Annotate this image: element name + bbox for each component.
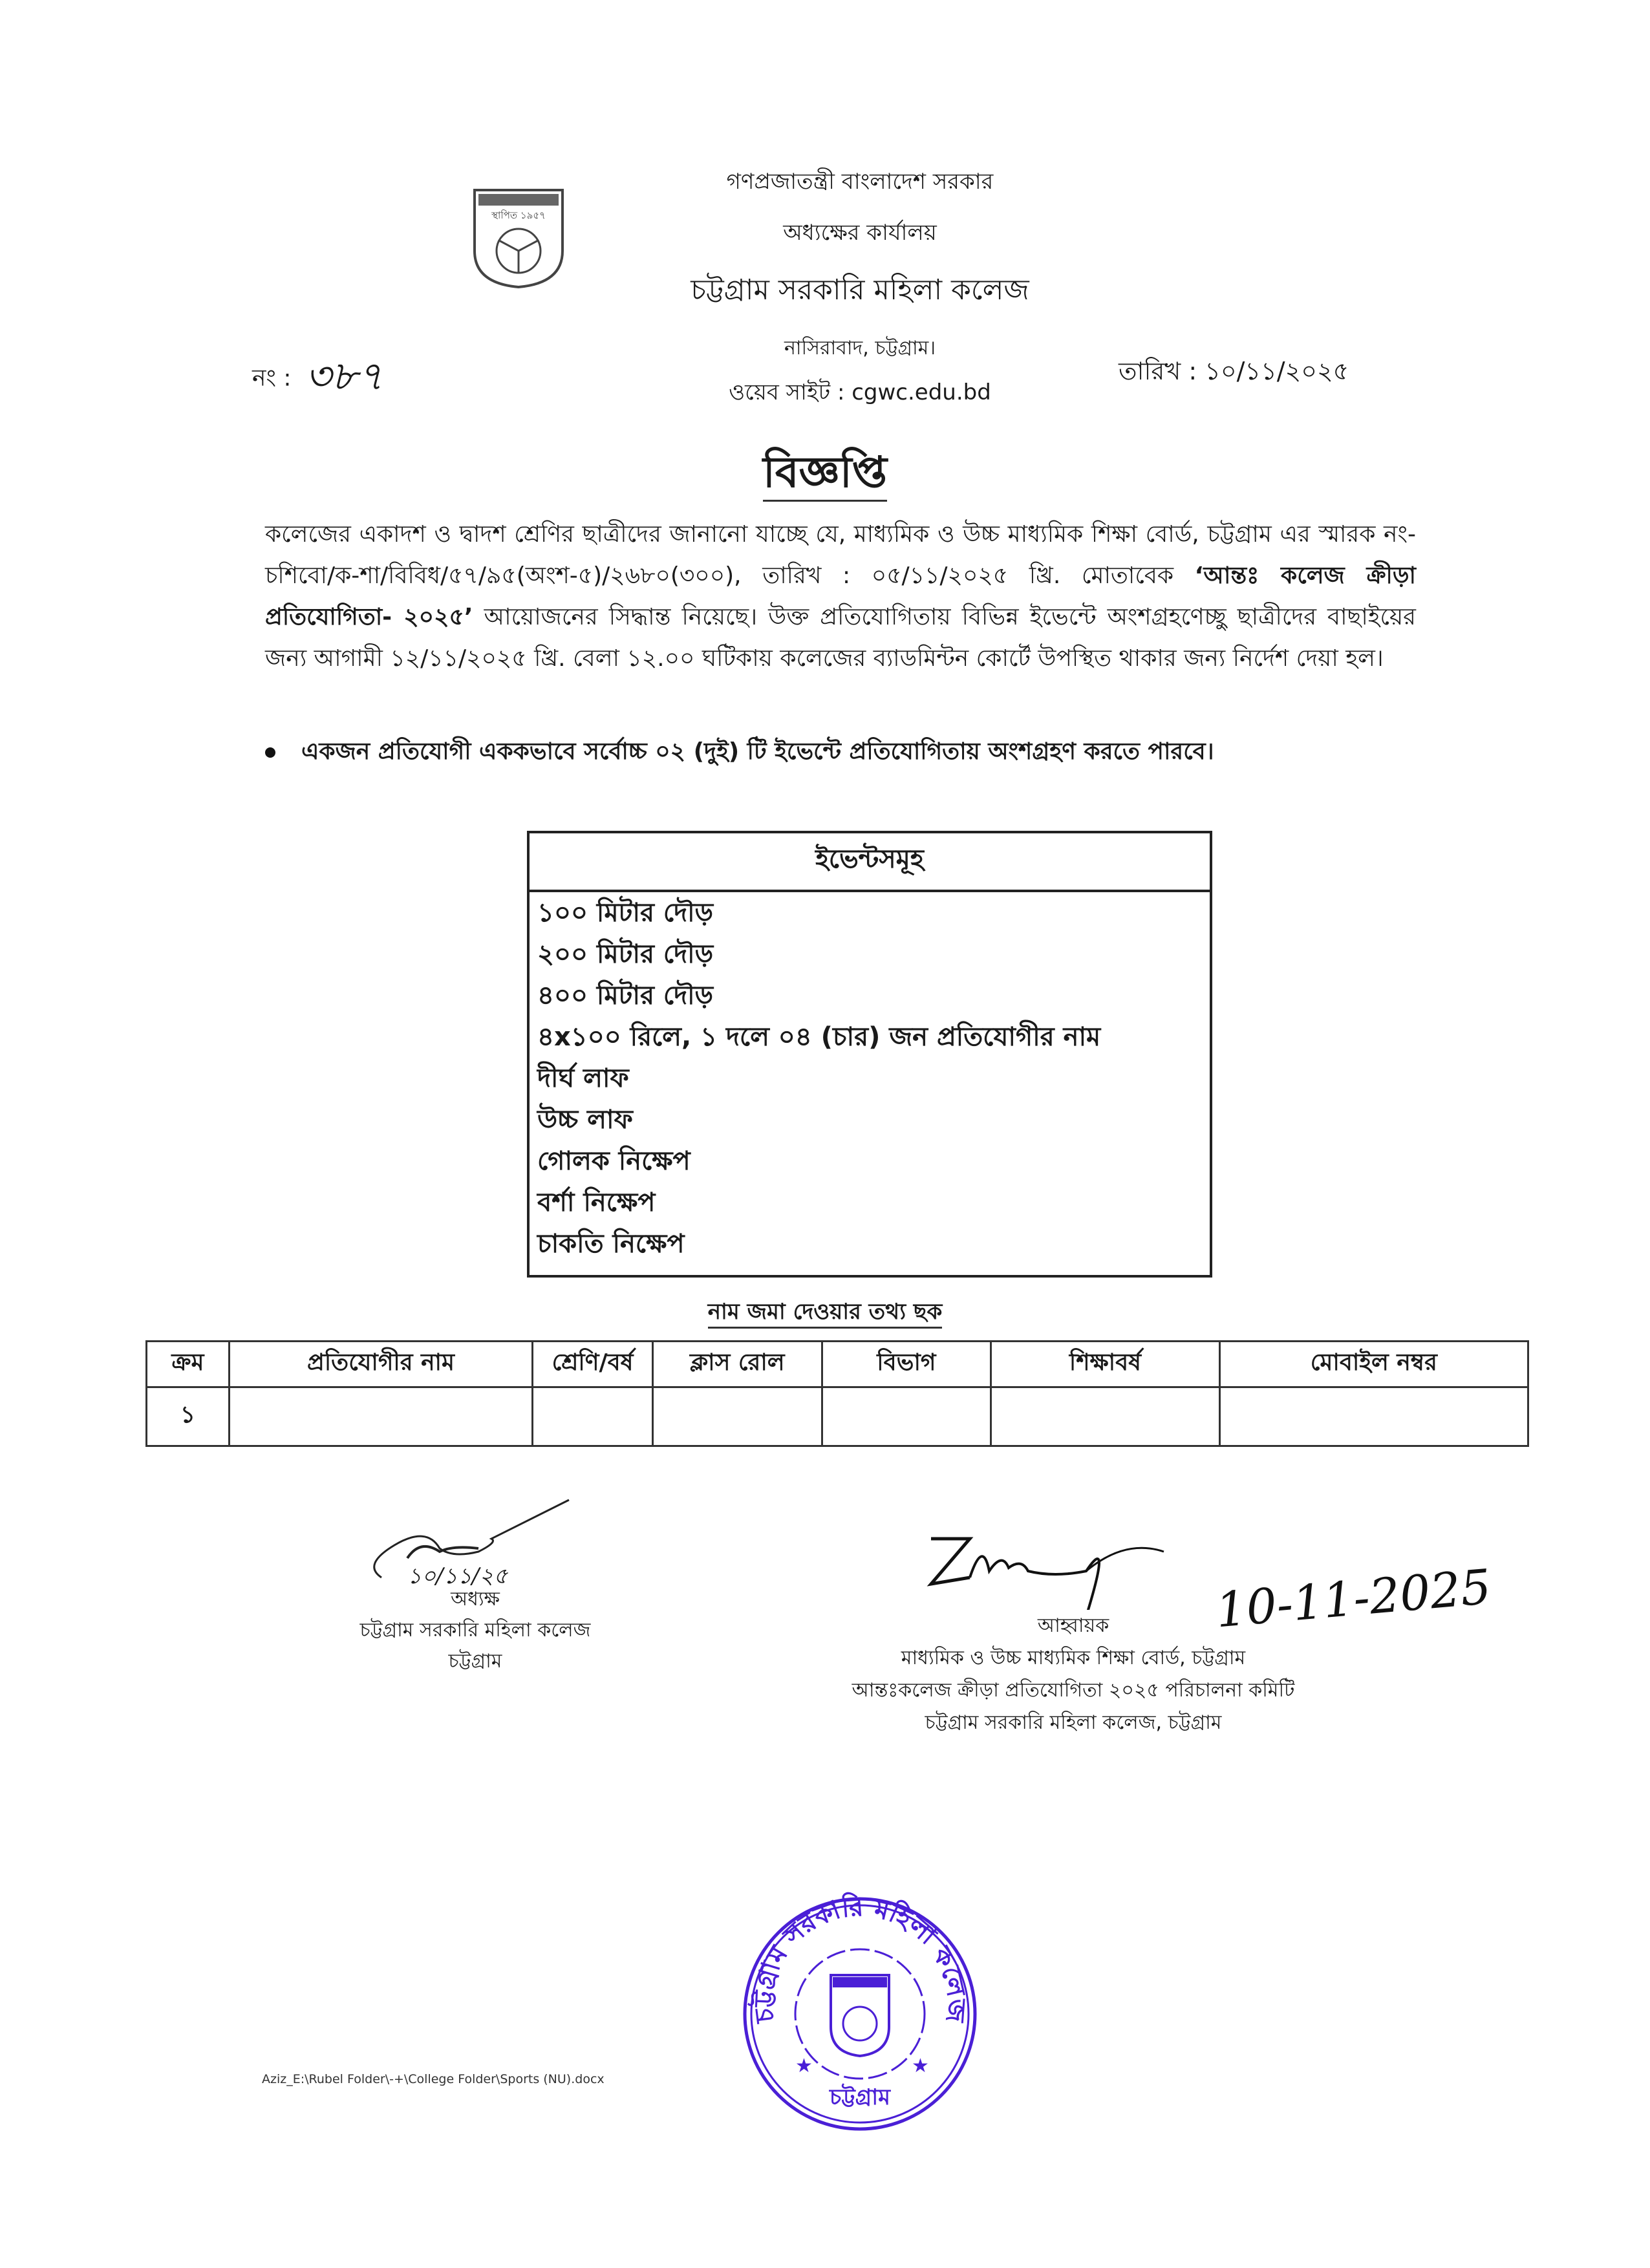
- events-table: [527, 831, 1212, 1278]
- form-column-header: বিভাগ: [822, 1342, 991, 1387]
- event-row: [528, 891, 1211, 934]
- website-label: ওয়েব সাইট :: [729, 380, 845, 405]
- seal-bottom-text: চট্টগ্রাম: [830, 2084, 890, 2110]
- form-input-cell[interactable]: [991, 1387, 1219, 1446]
- form-column-header: ক্লাস রোল: [652, 1342, 822, 1387]
- notice-title: [0, 440, 1650, 511]
- event-row: [528, 1099, 1211, 1140]
- star-icon: ★: [912, 2055, 929, 2077]
- event-row: [528, 1140, 1211, 1182]
- file-path-footer: Aziz_E:\Rubel Folder\-+\College Folder\Sports (NU).docx: [262, 2072, 605, 2086]
- form-column-header: প্রতিযোগীর নাম: [229, 1342, 532, 1387]
- form-column-header: মোবাইল নম্বর: [1219, 1342, 1528, 1387]
- memo-label: নং :: [252, 365, 292, 392]
- date-value: ১০/১১/২০২৫: [1205, 357, 1349, 385]
- memo-number: [252, 346, 383, 412]
- logo-caption: স্থাপিত ১৯৫৭: [491, 209, 546, 221]
- event-item: ৪x১০০ রিলে, ১ দলে ০৪ (চার) জন প্রতিযোগীর নাম: [537, 1022, 1101, 1052]
- convener-board: মাধ্যমিক ও উচ্চ মাধ্যমিক শিক্ষা বোর্ড, চট্টগ্রাম: [901, 1647, 1246, 1669]
- letterhead: [569, 165, 1151, 412]
- convener-handwritten-date: 10-11-2025: [1214, 1559, 1494, 1639]
- event-item: দীর্ঘ লাফ: [537, 1064, 629, 1093]
- event-row: [528, 1016, 1211, 1058]
- principal-signature-icon: [284, 1487, 666, 1589]
- event-name-highlight: ‘আন্তঃ কলেজ ক্রীড়া প্রতিযোগিতা- ২০২৫’: [265, 562, 1416, 630]
- form-input-cell[interactable]: [652, 1387, 822, 1446]
- event-row: [528, 1058, 1211, 1099]
- events-header: ইভেন্টসমূহ: [528, 832, 1211, 891]
- body-text-1: কলেজের একাদশ ও দ্বাদশ শ্রেণির ছাত্রীদের জানানো যাচ্ছে যে, মাধ্যমিক ও উচ্চ মাধ্যমিক শিক্ষা বোর্ড, চট্টগ্রাম এর স্মারক নং- চশিবো/ক-শা/বিবিধ/৫৭/৯৫(অংশ-৫)/২৬৮০(৩০০), তারিখ : ০৫/১১/২০২৫ খ্রি. মোতাবেক: [265, 521, 1416, 589]
- notice-title-text: বিজ্ঞপ্তি: [763, 447, 887, 502]
- form-column-header: শ্রেণি/বর্ষ: [533, 1342, 653, 1387]
- event-item: উচ্চ লাফ: [537, 1105, 633, 1135]
- website-link[interactable]: cgwc.edu.bd: [852, 380, 991, 405]
- star-icon: ★: [795, 2055, 813, 2077]
- principal-handwritten-date: ১০/১১/২৫: [407, 1563, 508, 1589]
- submission-form-table: [145, 1340, 1529, 1447]
- event-item: ১০০ মিটার দৌড়: [537, 898, 714, 928]
- college-crest-icon: [471, 186, 566, 290]
- convener-title: আহ্বায়ক: [1037, 1614, 1109, 1637]
- college-name: চট্টগ্রাম সরকারি মহিলা কলেজ: [691, 273, 1029, 306]
- form-serial-cell: ১: [147, 1387, 230, 1446]
- website-line: [569, 376, 1151, 412]
- convener-college: চট্টগ্রাম সরকারি মহিলা কলেজ, চট্টগ্রাম: [925, 1711, 1222, 1734]
- event-item: চাকতি নিক্ষেপ: [537, 1229, 685, 1259]
- event-row: [528, 1223, 1211, 1276]
- bullet-note: [265, 734, 1448, 773]
- body-text-2: আয়োজনের সিদ্ধান্ত নিয়েছে। উক্ত প্রতিযোগিতায় বিভিন্ন ইভেন্টে অংশগ্রহণেচ্ছু ছাত্রীদের বাছাইয়ের জন্য আগামী ১২/১১/২০২৫ খ্রি. বেলা ১২.০০ ঘটিকায় কলেজের ব্যাডমিন্টন কোর্টে উপস্থিত থাকার জন্য নির্দেশ দেয়া হল।: [265, 604, 1416, 672]
- seal-ring-text: চট্টগ্রাম সরকারি মহিলা কলেজ: [749, 1892, 971, 2025]
- event-item: বর্শা নিক্ষেপ: [537, 1188, 656, 1217]
- form-header-row: [147, 1342, 1528, 1387]
- official-seal-icon: [731, 1878, 989, 2137]
- form-input-cell[interactable]: [1219, 1387, 1528, 1446]
- form-input-cell[interactable]: [822, 1387, 991, 1446]
- bullet-icon: [265, 747, 275, 758]
- event-item: ৪০০ মিটার দৌড়: [537, 981, 714, 1011]
- memo-number-handwritten: ৩৮৭: [305, 352, 383, 400]
- form-title-text: নাম জমা দেওয়ার তথ্য ছক: [708, 1299, 943, 1329]
- form-input-cell[interactable]: [533, 1387, 653, 1446]
- notice-date: [1119, 352, 1349, 394]
- principal-signature-block: [284, 1487, 666, 1677]
- event-row: [528, 975, 1211, 1016]
- form-title: [0, 1295, 1650, 1332]
- principal-title: অধ্যক্ষ: [451, 1588, 500, 1610]
- event-row: [528, 1182, 1211, 1223]
- convener-committee: আন্তঃকলেজ ক্রীড়া প্রতিযোগিতা ২০২৫ পরিচালনা কমিটি: [852, 1679, 1295, 1702]
- form-column-header: ক্রম: [147, 1342, 230, 1387]
- government-name: গণপ্রজাতন্ত্রী বাংলাদেশ সরকার: [726, 169, 994, 195]
- notice-body: [265, 514, 1416, 679]
- form-row: [147, 1387, 1528, 1446]
- principal-college: চট্টগ্রাম সরকারি মহিলা কলেজ: [359, 1619, 591, 1642]
- event-row: [528, 934, 1211, 975]
- event-item: ২০০ মিটার দৌড়: [537, 939, 714, 969]
- form-input-cell[interactable]: [229, 1387, 532, 1446]
- form-column-header: শিক্ষাবর্ষ: [991, 1342, 1219, 1387]
- date-label: তারিখ :: [1119, 357, 1197, 385]
- event-item: গোলক নিক্ষেপ: [537, 1146, 691, 1176]
- convener-signature-block: [841, 1513, 1526, 1739]
- office-name: অধ্যক্ষের কার্যালয়: [783, 220, 937, 246]
- principal-city: চট্টগ্রাম: [448, 1650, 502, 1673]
- bullet-text: একজন প্রতিযোগী এককভাবে সর্বোচ্চ ০২ (দুই) টি ইভেন্টে প্রতিযোগিতায় অংশগ্রহণ করতে পারবে।: [301, 738, 1214, 765]
- svg-text:চট্টগ্রাম সরকারি মহিলা কলেজ: [747, 1891, 972, 2026]
- college-address: নাসিরাবাদ, চট্টগ্রাম।: [784, 337, 936, 359]
